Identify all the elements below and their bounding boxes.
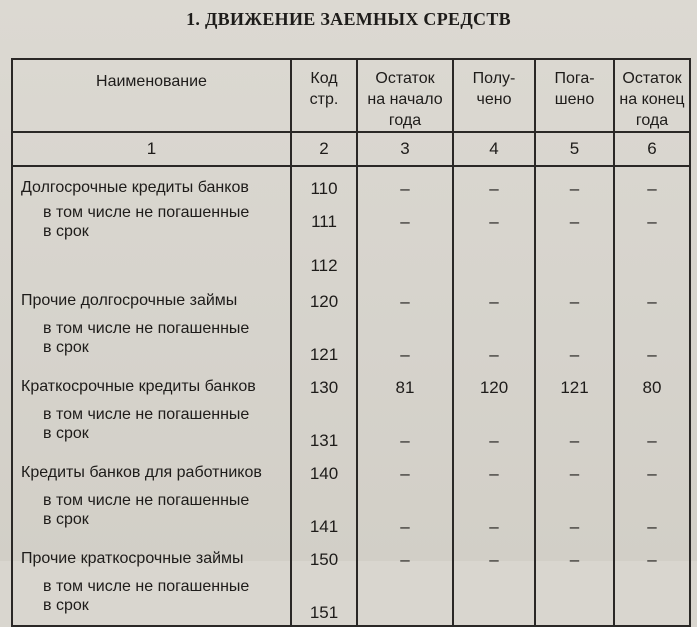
row-received: – xyxy=(453,166,535,200)
row-name: Краткосрочные кредиты банков xyxy=(12,368,291,402)
row-name: Кредиты банков для работников xyxy=(12,454,291,488)
column-number-row xyxy=(12,132,690,166)
header-repaid-line2: шено xyxy=(554,91,595,108)
row-code: 120 xyxy=(291,282,357,316)
row-code: 131 xyxy=(291,402,357,454)
table-row xyxy=(12,368,690,402)
row-received: – xyxy=(453,200,535,252)
row-code: 121 xyxy=(291,316,357,368)
header-received-line2: чено xyxy=(476,91,512,108)
row-repaid: 121 xyxy=(535,368,614,402)
row-received: – xyxy=(453,282,535,316)
row-name-line1: в том числе не погашенные xyxy=(43,492,250,509)
row-code: 130 xyxy=(291,368,357,402)
table-row xyxy=(12,488,690,540)
row-received: – xyxy=(453,540,535,574)
row-end-balance: – xyxy=(614,540,690,574)
row-end-balance: – xyxy=(614,402,690,454)
row-start-balance xyxy=(357,252,453,282)
row-name xyxy=(12,316,291,368)
row-repaid xyxy=(535,574,614,626)
row-end-balance: – xyxy=(614,454,690,488)
row-name-line2: в срок xyxy=(43,223,89,240)
row-end-balance: – xyxy=(614,282,690,316)
header-name: Наименование xyxy=(12,59,291,132)
page-title: 1. ДВИЖЕНИЕ ЗАЕМНЫХ СРЕДСТВ xyxy=(186,9,511,29)
row-received: – xyxy=(453,454,535,488)
row-start-balance: – xyxy=(357,454,453,488)
header-end-balance xyxy=(614,59,690,132)
row-start-balance: – xyxy=(357,282,453,316)
table-row xyxy=(12,316,690,368)
row-code: 141 xyxy=(291,488,357,540)
row-code: 110 xyxy=(291,166,357,200)
row-end-balance: – xyxy=(614,166,690,200)
row-repaid xyxy=(535,252,614,282)
row-received: 120 xyxy=(453,368,535,402)
row-repaid: – xyxy=(535,166,614,200)
header-start-line2: на начало xyxy=(367,91,443,108)
row-name xyxy=(12,200,291,252)
row-start-balance: – xyxy=(357,540,453,574)
row-received xyxy=(453,252,535,282)
row-start-balance: – xyxy=(357,200,453,252)
row-code: 112 xyxy=(291,252,357,282)
table-header-row xyxy=(12,59,690,132)
table-row xyxy=(12,574,690,626)
row-code: 140 xyxy=(291,454,357,488)
table-row xyxy=(12,540,690,574)
table-row xyxy=(12,282,690,316)
table-row xyxy=(12,454,690,488)
row-name-line1: в том числе не погашенные xyxy=(43,406,250,423)
row-received xyxy=(453,574,535,626)
header-repaid-line1: Пога- xyxy=(554,70,595,87)
row-end-balance: – xyxy=(614,200,690,252)
row-repaid: – xyxy=(535,488,614,540)
row-name xyxy=(12,574,291,626)
header-start-line1: Остаток xyxy=(375,70,435,87)
row-name-line1: в том числе не погашенные xyxy=(43,578,250,595)
header-start-line3: года xyxy=(388,112,422,129)
row-start-balance: 81 xyxy=(357,368,453,402)
row-end-balance xyxy=(614,574,690,626)
row-name-line2: в срок xyxy=(43,511,89,528)
row-received: – xyxy=(453,402,535,454)
table-row xyxy=(12,252,690,282)
header-end-line2: на конец xyxy=(619,91,685,108)
row-name: Долгосрочные кредиты банков xyxy=(12,166,291,200)
column-number: 3 xyxy=(357,132,453,166)
row-code: 150 xyxy=(291,540,357,574)
header-start-balance xyxy=(357,59,453,132)
header-code-line1: Код xyxy=(310,70,338,87)
row-end-balance xyxy=(614,252,690,282)
header-end-line3: года xyxy=(635,112,669,129)
column-number: 2 xyxy=(291,132,357,166)
table-row xyxy=(12,200,690,252)
row-name xyxy=(12,252,291,282)
row-start-balance xyxy=(357,574,453,626)
row-repaid: – xyxy=(535,200,614,252)
row-name-line1: в том числе не погашенные xyxy=(43,204,250,221)
column-number: 4 xyxy=(453,132,535,166)
row-start-balance: – xyxy=(357,488,453,540)
row-received: – xyxy=(453,316,535,368)
row-name xyxy=(12,402,291,454)
row-name: Прочие краткосрочные займы xyxy=(12,540,291,574)
header-received-line1: Полу- xyxy=(472,70,516,87)
row-name xyxy=(12,488,291,540)
row-name-line2: в срок xyxy=(43,425,89,442)
row-repaid: – xyxy=(535,454,614,488)
row-name-line2: в срок xyxy=(43,339,89,356)
row-repaid: – xyxy=(535,316,614,368)
row-name-line1: в том числе не погашенные xyxy=(43,320,250,337)
row-received: – xyxy=(453,488,535,540)
row-start-balance: – xyxy=(357,402,453,454)
column-number: 6 xyxy=(614,132,690,166)
row-start-balance: – xyxy=(357,316,453,368)
row-name-line2: в срок xyxy=(43,597,89,614)
header-end-line1: Остаток xyxy=(622,70,682,87)
row-repaid: – xyxy=(535,282,614,316)
header-received xyxy=(453,59,535,132)
table-row xyxy=(12,166,690,200)
table-row xyxy=(12,402,690,454)
row-repaid: – xyxy=(535,540,614,574)
row-end-balance: – xyxy=(614,316,690,368)
row-code: 111 xyxy=(291,200,357,252)
column-number: 1 xyxy=(12,132,291,166)
row-name: Прочие долгосрочные займы xyxy=(12,282,291,316)
header-code xyxy=(291,59,357,132)
column-number: 5 xyxy=(535,132,614,166)
header-repaid xyxy=(535,59,614,132)
row-code: 151 xyxy=(291,574,357,626)
row-end-balance: – xyxy=(614,488,690,540)
borrowed-funds-table xyxy=(11,58,691,627)
header-code-line2: стр. xyxy=(309,91,339,108)
row-end-balance: 80 xyxy=(614,368,690,402)
row-start-balance: – xyxy=(357,166,453,200)
row-repaid: – xyxy=(535,402,614,454)
